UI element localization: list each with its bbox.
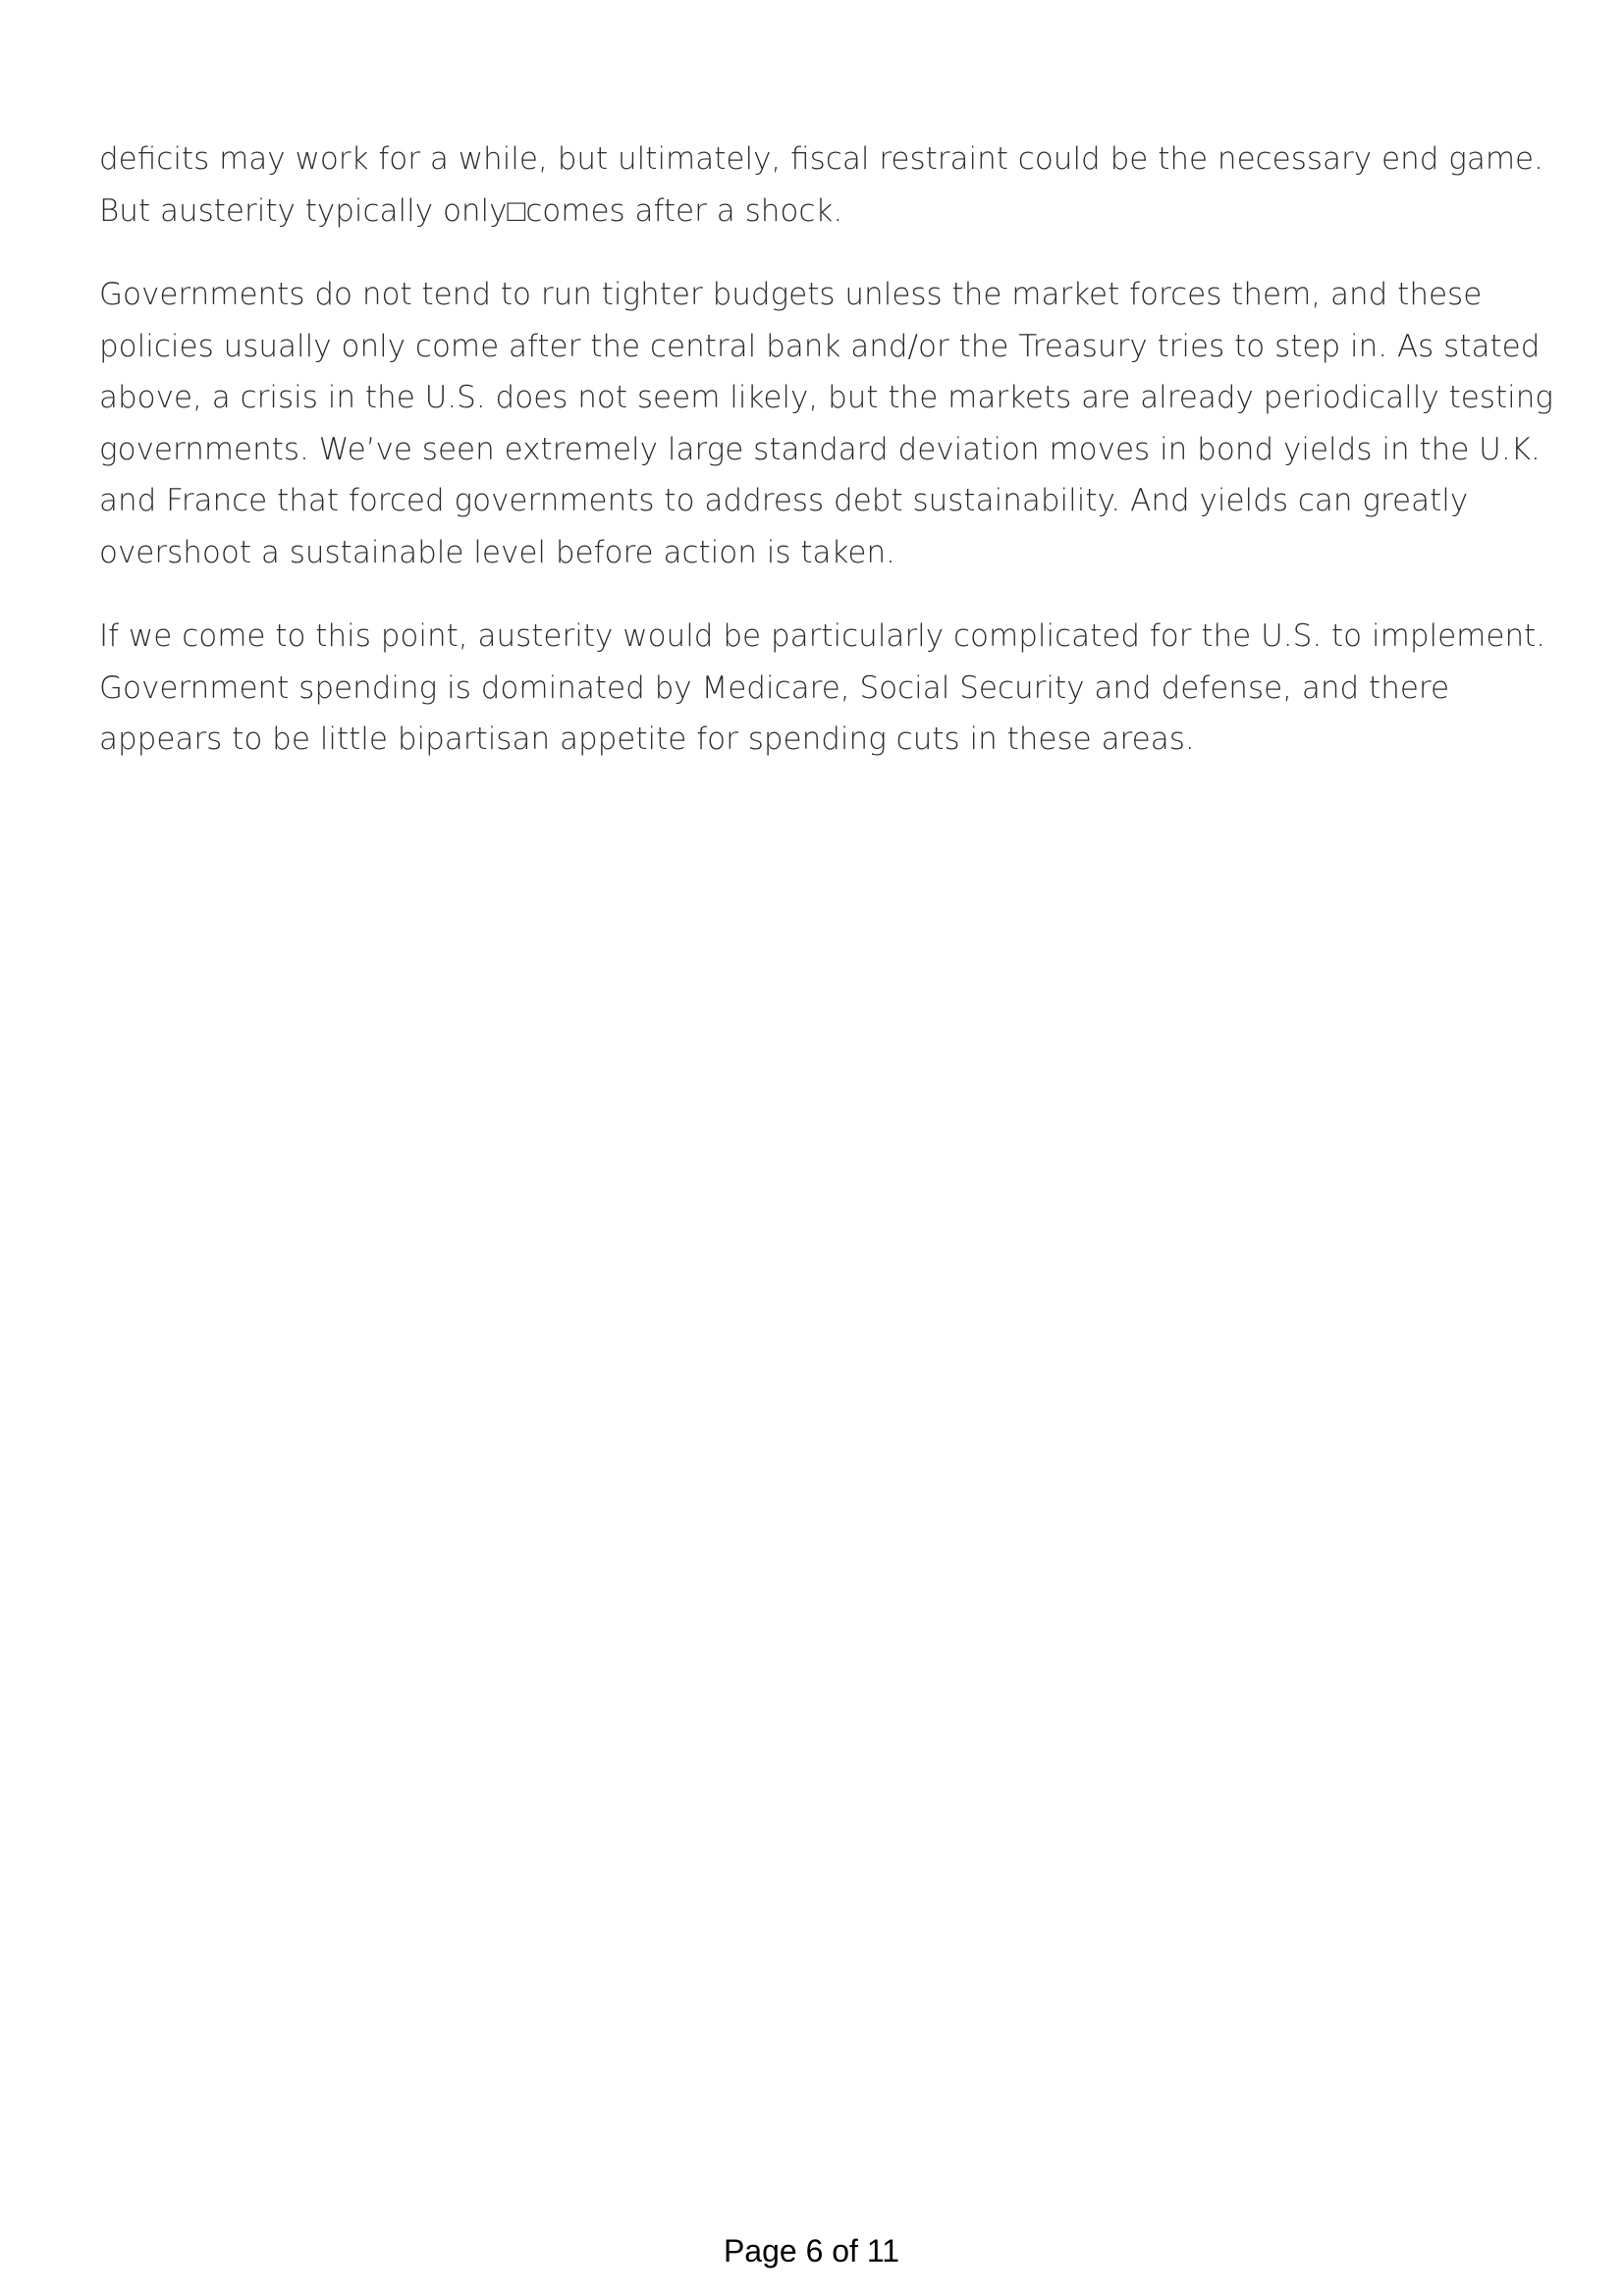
text-line: appears to be little bipartisan appetite for spending cuts in these areas. xyxy=(99,721,1195,757)
paragraph-2 xyxy=(99,269,1553,578)
text-line: Government spending is dominated by Medicare, Social Security and defense, and there xyxy=(99,669,1450,706)
text-line: policies usually only come after the central bank and/or the Treasury tries to step in. As stated xyxy=(99,328,1541,364)
paragraph-3 xyxy=(99,611,1546,766)
page-number: Page 6 of 11 xyxy=(723,2233,900,2269)
body-text xyxy=(99,133,1553,798)
paragraph-1 xyxy=(99,133,1543,237)
text-line: Governments do not tend to run tighter budgets unless the market forces them, and these xyxy=(99,277,1483,312)
text-line: above, a crisis in the U.S. does not seem likely, but the markets are already periodically testing xyxy=(99,380,1553,415)
text-line: deficits may work for a while, but ultimately, fiscal restraint could be the necessary end game. xyxy=(99,141,1543,177)
text-line: overshoot a sustainable level before action is taken. xyxy=(99,534,895,570)
text-line: But austerity typically only□comes after a shock. xyxy=(99,192,843,229)
text-line: If we come to this point, austerity would be particularly complicated for the U.S. to implement. xyxy=(99,618,1546,654)
text-line: and France that forced governments to address debt sustainability. And yields can greatly xyxy=(99,483,1469,518)
text-line: governments. We’ve seen extremely large standard deviation moves in bond yields in the U.K. xyxy=(99,431,1541,467)
